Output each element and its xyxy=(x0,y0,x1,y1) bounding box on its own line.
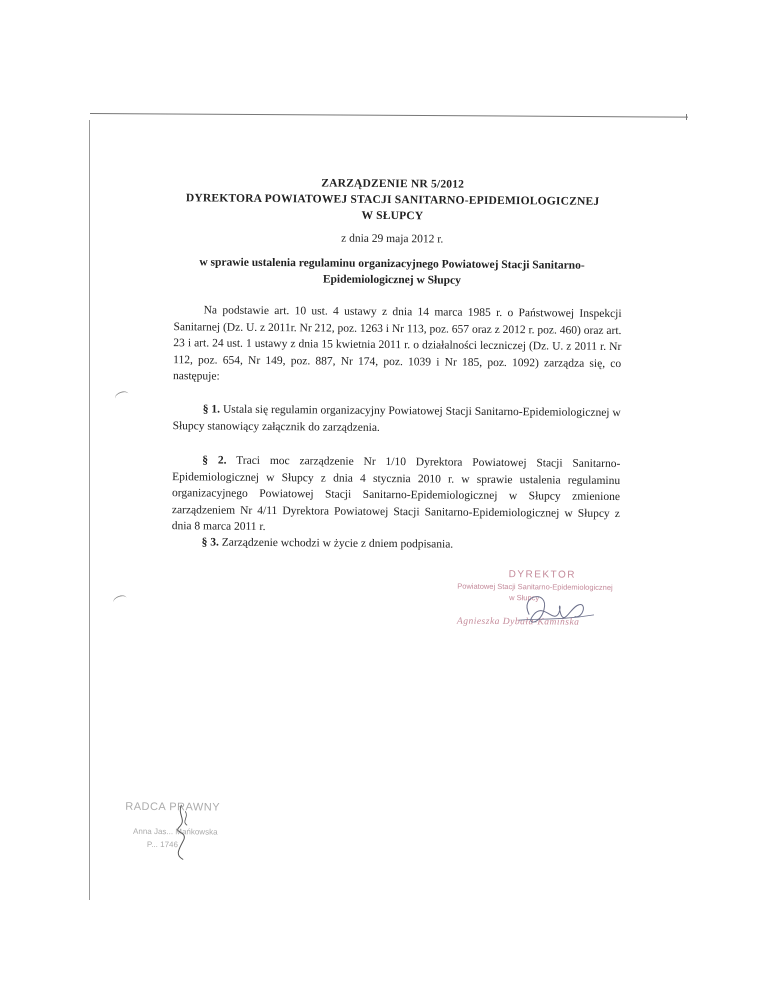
section-2 xyxy=(172,452,621,538)
section-2-text: Traci moc zarządzenie Nr 1/10 Dyrektora Powiatowej Stacji Sanitarno-Epidemiologicznej w Słupcy z dnia 4 stycznia 2010 r. w sprawie ustalenia regulaminu organizacyjnego Powiatowej Stacji Sanitarno-Epidemiologicznej w Słupcy zmienione zarządzeniem Nr 4/11 Dyrektora Powiatowej Stacji Sanitarno-Epidemiologicznej w Słupcy z dnia 8 marca 2011 r. xyxy=(171,454,621,533)
section-1-text: Ustala się regulamin organizacyjny Powiatowej Stacji Sanitarno-Epidemiologicznej w Słupcy stanowiący załącznik do zarządzenia. xyxy=(172,403,621,434)
margin-hole-mark xyxy=(112,594,128,607)
section-3-label: § 3. xyxy=(201,536,219,549)
ordinance-issuer: DYREKTORA POWIATOWEJ STACJI SANITARNO-EPIDEMIOLOGICZNEJ xyxy=(185,192,600,208)
legal-counsel-stamp-number: P... 1746 xyxy=(146,839,178,850)
ordinance-subject xyxy=(152,254,632,290)
margin-hole-mark xyxy=(114,390,130,403)
legal-counsel-stamp-title: RADCA PRAWNY xyxy=(125,800,221,814)
ordinance-date: z dnia 29 maja 2012 r. xyxy=(341,232,444,246)
legal-counsel-signature xyxy=(169,801,200,861)
director-stamp-title: DYREKTOR xyxy=(508,569,577,581)
director-stamp-institution: Powiatowej Stacji Sanitarno-Epidemiologicznej xyxy=(457,581,613,592)
section-3 xyxy=(172,534,620,554)
subject-line-1: w sprawie ustalenia regulaminu organizacyjnego Powiatowej Stacji Sanitarno- xyxy=(199,256,585,272)
section-1-label: § 1. xyxy=(202,403,221,416)
section-3-text: Zarządzenie wchodzi w życie z dniem podpisania. xyxy=(221,536,454,551)
subject-line-2: Epidemiologicznej w Słupcy xyxy=(322,273,461,287)
section-2-label: § 2. xyxy=(202,454,227,467)
ordinance-number: ZARZĄDZENIE NR 5/2012 xyxy=(321,177,465,191)
ordinance-location: W SŁUPCY xyxy=(361,209,424,223)
section-1 xyxy=(173,401,621,438)
legal-counsel-stamp-name: Anna Jas... Mańkowska xyxy=(133,826,218,837)
director-stamp-name: Agnieszka Dybała-Kamińska xyxy=(456,616,580,628)
director-stamp-city: w Słupcy xyxy=(509,593,540,603)
legal-basis-paragraph: Na podstawie art. 10 ust. 4 ustawy z dnia 14 marca 1985 r. o Państwowej Inspekcji Sanitarnej (Dz. U. z 2011r. Nr 212, poz. 1263 i Nr 113, poz. 657 oraz z 2012 r. poz. 460) oraz art. 23 i art. 24 ust. 1 ustawy z dnia 15 kwietnia 2011 r. o działalności leczniczej (Dz. U. z 2011 r. Nr 112, poz. 654, Nr 149, poz. 887, Nr 174, poz. 1039 i Nr 185, poz. 1092) zarządza się, co następuje: xyxy=(172,304,622,383)
director-signature xyxy=(499,584,599,635)
